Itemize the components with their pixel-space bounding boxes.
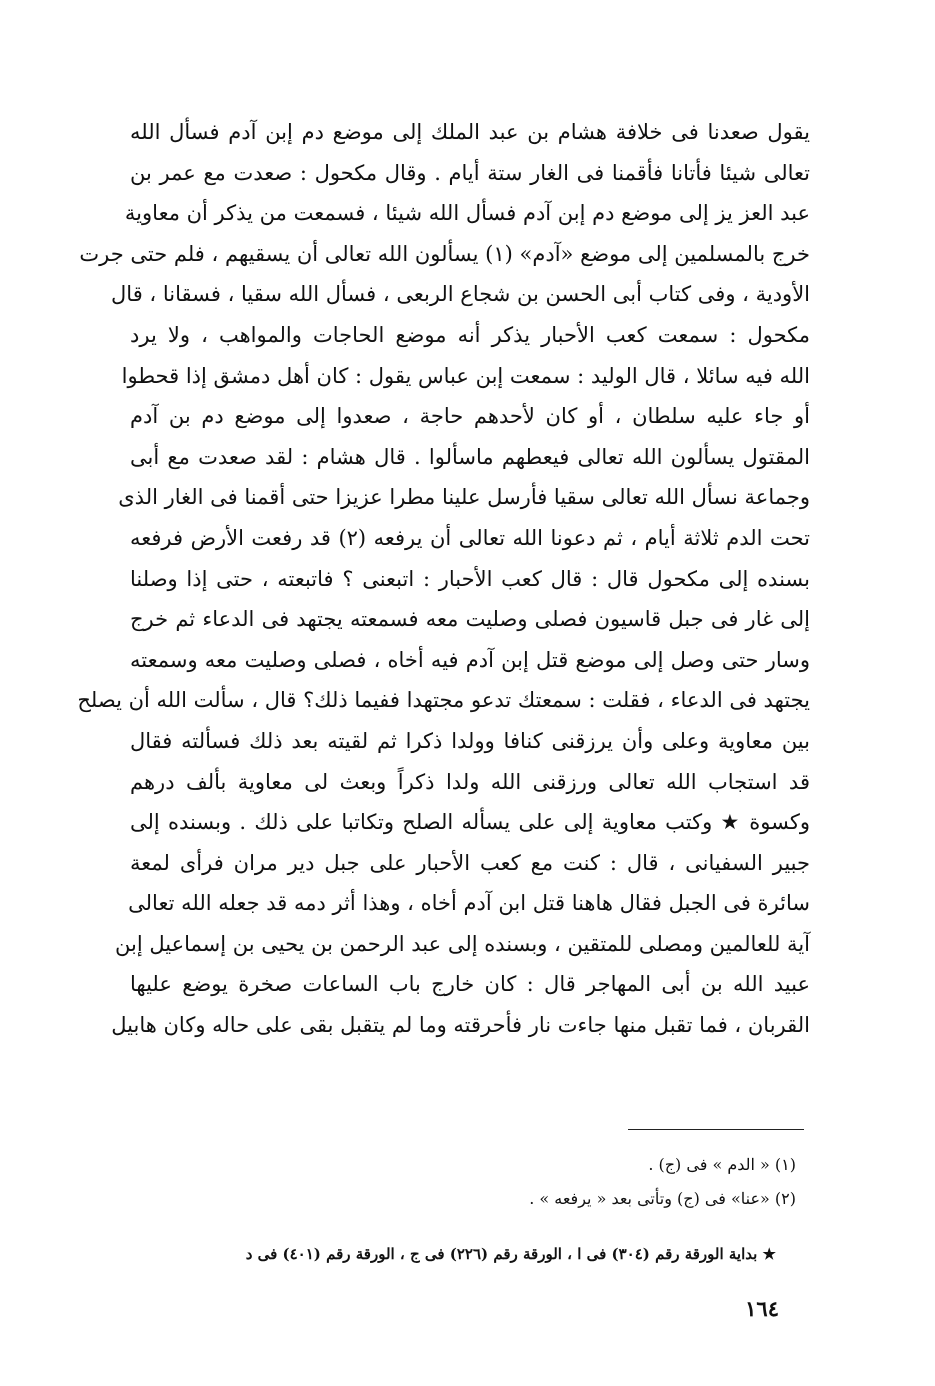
body-line: تحت الدم ثلاثة أيام ، ثم دعونا الله تعالى أن يرفعه (٢) قد رفعت الأرض فرفعه bbox=[130, 525, 811, 550]
body-line: وكسوة ★ وكتب معاوية إلى على يسأله الصلح وتكاتبا على ذلك . وبسنده إلى bbox=[130, 810, 810, 835]
body-line: قد استجاب الله تعالى ورزقنى الله ولدا ذكراً وبعث لى معاوية بألف درهم bbox=[130, 769, 810, 794]
footnotes bbox=[420, 1148, 796, 1216]
body-line: يقول صعدنا فى خلافة هشام بن عبد الملك إلى موضع دم إبن آدم فسأل الله bbox=[130, 120, 810, 144]
folio-note: ★ بداية الورقة رقم (٣٠٤) فى ا ، الورقة رقم (٢٢٦) فى ج ، الورقة رقم (٤٠١) فى د bbox=[245, 1245, 776, 1263]
body-line: مكحول : سمعت كعب الأحبار يذكر أنه موضع الحاجات والمواهب ، ولا يرد bbox=[130, 322, 810, 347]
body-line: آية للعالمين ومصلى للمتقين ، وبسنده إلى عبد الرحمن بن يحيى بن إسماعيل إبن bbox=[114, 931, 810, 956]
body-line: المقتول يسألون الله تعالى فيعطهم ماسألوا . قال هشام : لقد صعدت مع أبى bbox=[130, 444, 810, 469]
body-line: خرج بالمسلمين إلى موضع «آدم» (١) يسألون الله تعالى أن يسقيهم ، فلم حتى جرت bbox=[79, 241, 810, 266]
body-line: أو جاء عليه سلطان ، أو كان لأحدهم حاجة ، صعدوا إلى موضع دم بن آدم bbox=[130, 404, 810, 429]
body-line: بين معاوية وعلى وأن يرزقنى كنافا وولدا ذكرا ثم لقيته بعد ذلك فسألته فقال bbox=[130, 728, 810, 753]
body-line: وجماعة نسأل الله تعالى سقيا فأرسل علينا مطرا عزيزا حتى أقمنا فى الغار الذى bbox=[118, 485, 810, 510]
body-line: الأودية ، وفى كتاب أبى الحسن بن شجاع الربعى ، فسأل الله سقيا ، فسقانا ، قال bbox=[111, 282, 810, 307]
body-line: سائرة فى الجبل فقال هاهنا قتل ابن آدم أخاه ، وهذا أثر دمه قد جعله الله تعالى bbox=[128, 891, 810, 916]
body-line: الله فيه سائلا ، قال الوليد : سمعت إبن عباس يقول : كان أهل دمشق إذا قحطوا bbox=[121, 363, 810, 388]
page-number: ١٦٤ bbox=[745, 1296, 779, 1321]
body-line: إلى غار فى جبل قاسيون فصلى وصليت معه فسمعته يجتهد فى الدعاء ثم خرج bbox=[130, 607, 810, 632]
body-line: القربان ، فما تقبل منها جاءت نار فأحرقته وما لم يتقبل بقى على حاله وكان هابيل bbox=[111, 1013, 810, 1038]
body-line: عبد العز يز إلى موضع دم إبن آدم فسأل الله شيئا ، فسمعت من يذكر أن معاوية bbox=[124, 201, 810, 226]
body-line: بسنده إلى مكحول قال : قال كعب الأحبار : اتبعنى ؟ فاتبعته ، حتى إذا وصلنا bbox=[130, 566, 810, 591]
footnote: (١) « الدم » فى (ج) . bbox=[648, 1155, 796, 1174]
body-line: يجتهد فى الدعاء ، فقلت : سمعتك تدعو مجتهدا ففيما ذلك؟ قال ، سألت الله أن يصلح bbox=[77, 688, 810, 713]
footnote: (٢) «عنا» فى (ج) وتأتى بعد « يرفعه » . bbox=[529, 1189, 796, 1208]
footnote-divider bbox=[628, 1129, 804, 1130]
body-text bbox=[77, 112, 811, 1046]
body-line: جبير السفيانى ، قال : كنت مع كعب الأحبار على جبل دير مران فرأى لمعة bbox=[130, 850, 810, 875]
body-line: عبيد الله بن أبى المهاجر قال : كان خارج باب الساعات صخرة يوضع عليها bbox=[130, 972, 810, 997]
body-line: وسار حتى وصل إلى موضع قتل إبن آدم فيه أخاه ، فصلى وصليت معه وسمعته bbox=[130, 647, 810, 672]
body-line: تعالى شيئا فأتانا فأقمنا فى الغار ستة أيام . وقال مكحول : صعدت مع عمر بن bbox=[130, 160, 810, 185]
